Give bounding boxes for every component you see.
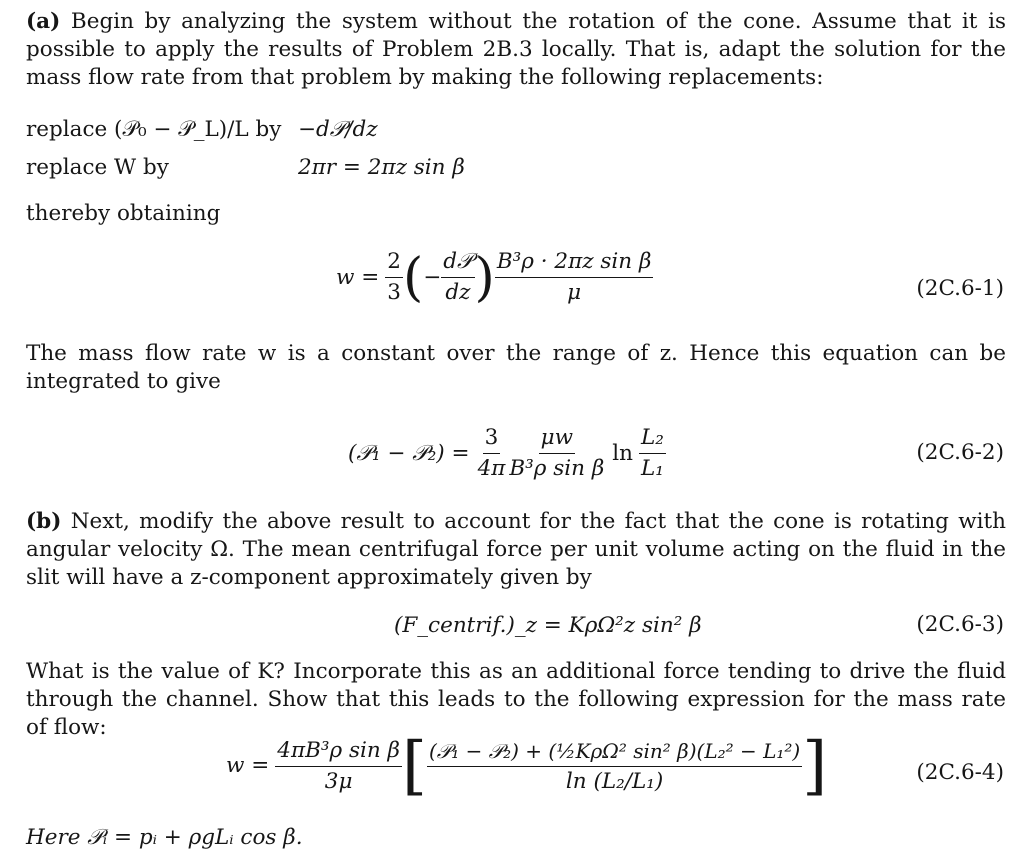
eq1-coef-num: 2 bbox=[385, 248, 403, 278]
eq2-l-den: L₁ bbox=[641, 456, 664, 481]
eq1-coef-den: 3 bbox=[387, 280, 401, 305]
eq1-grad-num: d𝒫 bbox=[441, 248, 474, 278]
eq1-lhs: w = bbox=[336, 264, 380, 290]
eq1-main-num: B³ρ · 2πz sin β bbox=[495, 248, 654, 278]
replacement-2-value: 2πr = 2πz sin β bbox=[298, 155, 465, 180]
eq2-middle-fraction bbox=[507, 424, 606, 483]
eq2-ln: ln bbox=[612, 440, 634, 466]
eq4-bracket-fraction bbox=[427, 737, 802, 796]
part-a-text: Begin by analyzing the system without the rotation of the cone. Assume that it is possible to apply the results of Problem 2B.3 locally. That is, adapt the solution for the mass flow rate from that problem by making the following replacements: bbox=[26, 9, 1006, 90]
eq2-c-num: 3 bbox=[483, 424, 501, 454]
here-definition: Here 𝒫ᵢ = pᵢ + ρgLᵢ cos β. bbox=[26, 825, 303, 850]
replacement-1-label: replace (𝒫₀ − 𝒫_L)/L by bbox=[26, 117, 282, 142]
eq1-grad-den: dz bbox=[445, 280, 471, 305]
eq4-right-bracket: ] bbox=[802, 729, 828, 803]
eq4-c-den: 3μ bbox=[324, 768, 353, 794]
eq1-right-paren: ) bbox=[474, 247, 495, 308]
eq4-coefficient bbox=[275, 737, 402, 796]
k-paragraph: What is the value of K? Incorporate this as an additional force tending to drive the fluid through the channel. Show that this leads to the following expression for the mass rate of flow: bbox=[26, 659, 1006, 740]
part-a-label: (a) bbox=[26, 9, 61, 34]
eq2-coefficient bbox=[476, 424, 508, 483]
part-b-label: (b) bbox=[26, 509, 62, 534]
part-a-paragraph bbox=[26, 8, 1006, 92]
replacement-2-label: replace W by bbox=[26, 155, 169, 180]
eq2-m-den: B³ρ sin β bbox=[509, 456, 605, 481]
part-b-text: Next, modify the above result to account for the fact that the cone is rotating with angular velocity Ω. The mean centrifugal force per unit volume acting on the fluid in the slit will have a z-component approximately given by bbox=[26, 509, 1006, 590]
eq1-left-paren: ( bbox=[402, 247, 424, 308]
eq4-lhs: w = bbox=[226, 753, 270, 778]
eq3-number: (2C.6-3) bbox=[916, 612, 1004, 637]
equation-2c6-3: (F_centrif.)_z = KρΩ²z sin² β bbox=[394, 613, 702, 638]
eq2-number: (2C.6-2) bbox=[916, 440, 1004, 465]
equation-2c6-1: w = $\frac{2}{3}$ ( − $\frac{\text{d𝒫}}{dz}$ ) $\frac{\text{B³ρ · 2πz sin β}}{\mu}$ bbox=[336, 247, 652, 308]
thereby-text: thereby obtaining bbox=[26, 201, 221, 226]
eq4-b-den: ln (L₂/L₁) bbox=[565, 768, 664, 794]
eq1-gradient bbox=[441, 248, 474, 307]
eq1-number: (2C.6-1) bbox=[916, 276, 1004, 301]
eq2-m-num: μw bbox=[539, 424, 575, 454]
eq1-main-den: μ bbox=[567, 280, 582, 305]
eq1-coefficient bbox=[385, 248, 403, 307]
eq2-length-ratio bbox=[639, 424, 666, 483]
replacement-1-value: −d𝒫/dz bbox=[298, 117, 378, 142]
eq2-c-den: 4π bbox=[477, 456, 506, 481]
eq4-c-num: 4πB³ρ sin β bbox=[275, 737, 402, 767]
equation-2c6-4 bbox=[226, 729, 828, 803]
part-b-paragraph bbox=[26, 508, 1006, 592]
eq4-left-bracket: [ bbox=[402, 729, 427, 803]
eq1-main-fraction bbox=[495, 248, 654, 307]
eq4-number: (2C.6-4) bbox=[916, 760, 1004, 785]
eq4-b-num: (𝒫₁ − 𝒫₂) + (½KρΩ² sin² β)(L₂² − L₁²) bbox=[427, 737, 802, 767]
mass-flow-paragraph: The mass flow rate w is a constant over the range of z. Hence this equation can be integrated to give bbox=[26, 341, 1006, 394]
eq2-lhs: (𝒫₁ − 𝒫₂) = bbox=[348, 440, 470, 466]
eq2-l-num: L₂ bbox=[639, 424, 666, 454]
equation-2c6-2 bbox=[348, 424, 666, 483]
